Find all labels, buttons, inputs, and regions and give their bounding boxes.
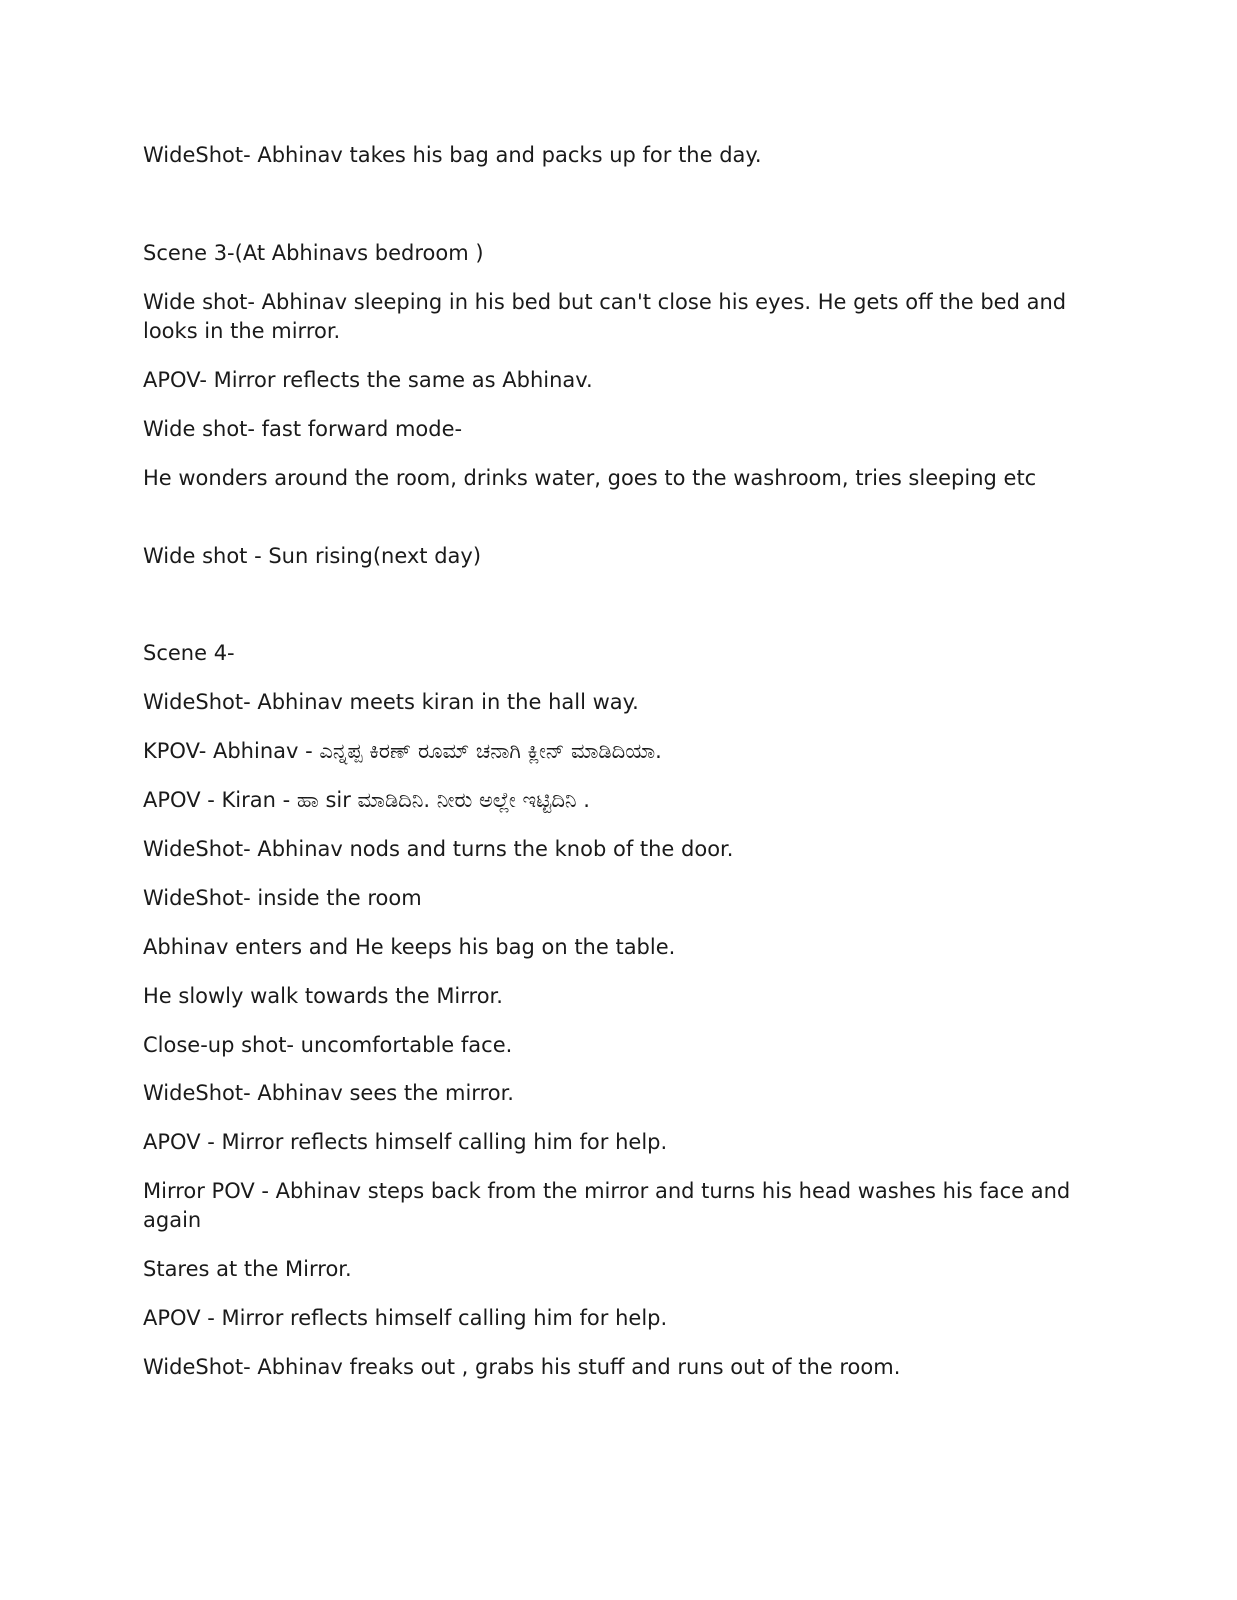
script-line-stares-mirror: Stares at the Mirror. xyxy=(143,1257,352,1281)
script-line-freaks-out: WideShot- Abhinav freaks out , grabs his stuff and runs out of the room. xyxy=(143,1355,901,1379)
scene-4-heading: Scene 4- xyxy=(143,641,235,665)
script-line-turns-knob: WideShot- Abhinav nods and turns the knob of the door. xyxy=(143,837,734,861)
script-line-wide-shot-sleeping: Wide shot- Abhinav sleeping in his bed but can't close his eyes. He gets off the bed and looks in the mirror. xyxy=(143,290,1067,343)
script-line-inside-room: WideShot- inside the room xyxy=(143,886,422,910)
script-line-wonders-around: He wonders around the room, drinks water, goes to the washroom, tries sleeping etc xyxy=(143,466,1037,490)
script-line-apov-calling-help-2: APOV - Mirror reflects himself calling him for help. xyxy=(143,1306,668,1330)
script-line-fast-forward: Wide shot- fast forward mode- xyxy=(143,417,463,441)
script-line-kpov-dialogue: KPOV- Abhinav - ಎನ್ನಪ್ಪ ಕಿರಣ್ ರೂಮ್ ಚನಾಗಿ ಕ್ಲೀನ್ ಮಾಡಿದಿಯಾ. xyxy=(143,739,662,763)
script-line-wideshot-packs-up: WideShot- Abhinav takes his bag and packs up for the day. xyxy=(143,143,762,167)
script-line-mirror-pov: Mirror POV - Abhinav steps back from the mirror and turns his head washes his face and again xyxy=(143,1179,1071,1232)
script-line-apov-calling-help-1: APOV - Mirror reflects himself calling him for help. xyxy=(143,1130,668,1154)
script-line-apov-mirror-same: APOV- Mirror reflects the same as Abhinav. xyxy=(143,368,593,392)
script-line-meets-kiran: WideShot- Abhinav meets kiran in the hall way. xyxy=(143,690,639,714)
script-line-walks-to-mirror: He slowly walk towards the Mirror. xyxy=(143,984,503,1008)
script-line-close-up: Close-up shot- uncomfortable face. xyxy=(143,1033,513,1057)
script-line-sees-mirror: WideShot- Abhinav sees the mirror. xyxy=(143,1081,514,1105)
script-line-apov-kiran-dialogue: APOV - Kiran - ಹಾ sir ಮಾಡಿದಿನಿ. ನೀರು ಅಲ್ಲೇ ಇಟ್ಟಿದಿನಿ . xyxy=(143,788,590,812)
script-line-enters-bag: Abhinav enters and He keeps his bag on the table. xyxy=(143,935,676,959)
script-line-sun-rising: Wide shot - Sun rising(next day) xyxy=(143,544,482,568)
scene-3-heading: Scene 3-(At Abhinavs bedroom ) xyxy=(143,241,484,265)
